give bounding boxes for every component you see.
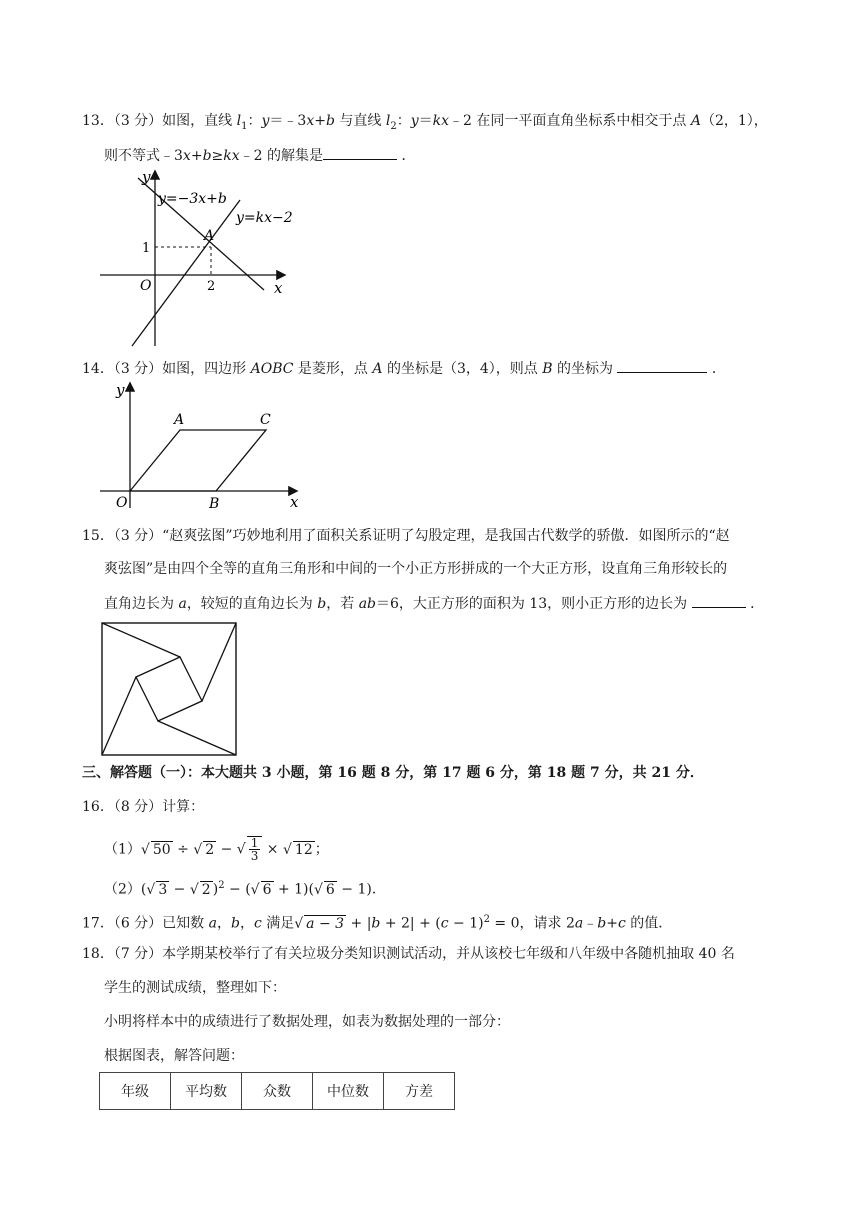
q13-line-2: 则不等式﹣3x+b≥kx﹣2 的解集是 ． — [104, 145, 415, 166]
q13-answer-blank[interactable] — [323, 145, 397, 160]
q18-stats-table — [99, 1072, 455, 1110]
q15-line-1: 15．（3 分）“赵爽弦图”巧妙地利用了面积关系证明了勾股定理，是我国古代数学的骄傲．如图所示的“赵 — [82, 528, 730, 544]
q13-line-1: 13．（3 分）如图，直线 $l_1$：y＝﹣3x+b 与直线 $l_2$：y＝kx﹣2 在同一平面直角坐标系中相交于点 A（2，1）， — [82, 113, 768, 132]
q14-a-label: A — [174, 412, 185, 428]
q14-graph — [100, 380, 305, 515]
q14-c-label: C — [260, 412, 271, 428]
section-3-heading: 三、解答题（一）：本大题共 3 小题，第 16 题 8 分，第 17 题 6 分，第 18 题 7 分，共 21 分． — [82, 765, 704, 781]
q16-part-2: （2）(√ 3 − √ 2 )$^2$ − (√ 6 + 1)(√ 6 − 1)． — [104, 880, 386, 898]
table-header-cell: 众数 — [242, 1073, 313, 1110]
q14-answer-blank[interactable] — [617, 358, 707, 373]
q13-origin-label: O — [140, 278, 152, 294]
q14-line: 14．（3 分）如图，四边形 AOBC 是菱形，点 A 的坐标是（3，4），则点 B 的坐标为 ． — [82, 358, 726, 379]
q15-seg-bottom — [158, 721, 236, 755]
q14-rhombus — [130, 430, 266, 491]
q18-line-2: 学生的测试成绩，整理如下： — [104, 980, 286, 996]
q13-tick-x-label: 2 — [207, 279, 216, 294]
q18-line-4: 根据图表，解答问题： — [104, 1048, 244, 1064]
q16-part-1: （1）√ 50 ÷ √ 2 − √ $\frac{1}{3}$ × √ 12 ； — [104, 836, 329, 863]
q15-seg-top — [102, 623, 180, 657]
q15-answer-blank[interactable] — [692, 593, 746, 608]
q13-point-a-label: A — [204, 228, 215, 244]
q15-seg-left — [102, 677, 136, 755]
q15-line-3: 直角边长为 a，较短的直角边长为 b，若 ab＝6，大正方形的面积为 13，则小正方形的边长为 ． — [104, 593, 764, 614]
q13-x-label: x — [274, 279, 283, 297]
q14-x-label: x — [290, 493, 299, 511]
table-header-row — [100, 1073, 455, 1110]
q13-graph — [98, 168, 298, 348]
q14-origin-label: O — [116, 495, 128, 511]
q14-y-label: y — [116, 381, 125, 399]
q15-line-2: 爽弦图”是由四个全等的直角三角形和中间的一个小正方形拼成的一个大正方形，设直角三角形较长的 — [104, 561, 728, 577]
q13-l1-label: y=−3x+b — [158, 191, 227, 207]
table-header-cell: 中位数 — [313, 1073, 384, 1110]
q13-line-l2 — [132, 200, 240, 346]
q13-y-label: y — [142, 168, 151, 186]
q18-line-3: 小明将样本中的成绩进行了数据处理，如表为数据处理的一部分： — [104, 1014, 510, 1030]
table-header-cell: 方差 — [384, 1073, 455, 1110]
q15-seg-right — [202, 623, 236, 701]
q17-line: 17．（6 分）已知数 a，b，c 满足√ $a - 3 + |b + 2| + (c - 1)^2 = 0$，请求 2a﹣b+c 的值． — [82, 914, 673, 932]
q15-small-square — [136, 657, 202, 721]
q15-big-square — [102, 623, 236, 755]
q15-zhaoshuang-diagram — [100, 621, 240, 757]
table-header-cell: 平均数 — [171, 1073, 242, 1110]
q18-line-1: 18．（7 分）本学期某校举行了有关垃圾分类知识测试活动，并从该校七年级和八年级中各随机抽取 40 名 — [82, 946, 735, 962]
q14-b-label: B — [209, 496, 220, 512]
q13-l2-label: y=kx−2 — [236, 210, 293, 226]
q13-tick-y-label: 1 — [142, 241, 151, 256]
table-header-cell: 年级 — [100, 1073, 171, 1110]
q16-title: 16．（8 分）计算： — [82, 799, 205, 815]
